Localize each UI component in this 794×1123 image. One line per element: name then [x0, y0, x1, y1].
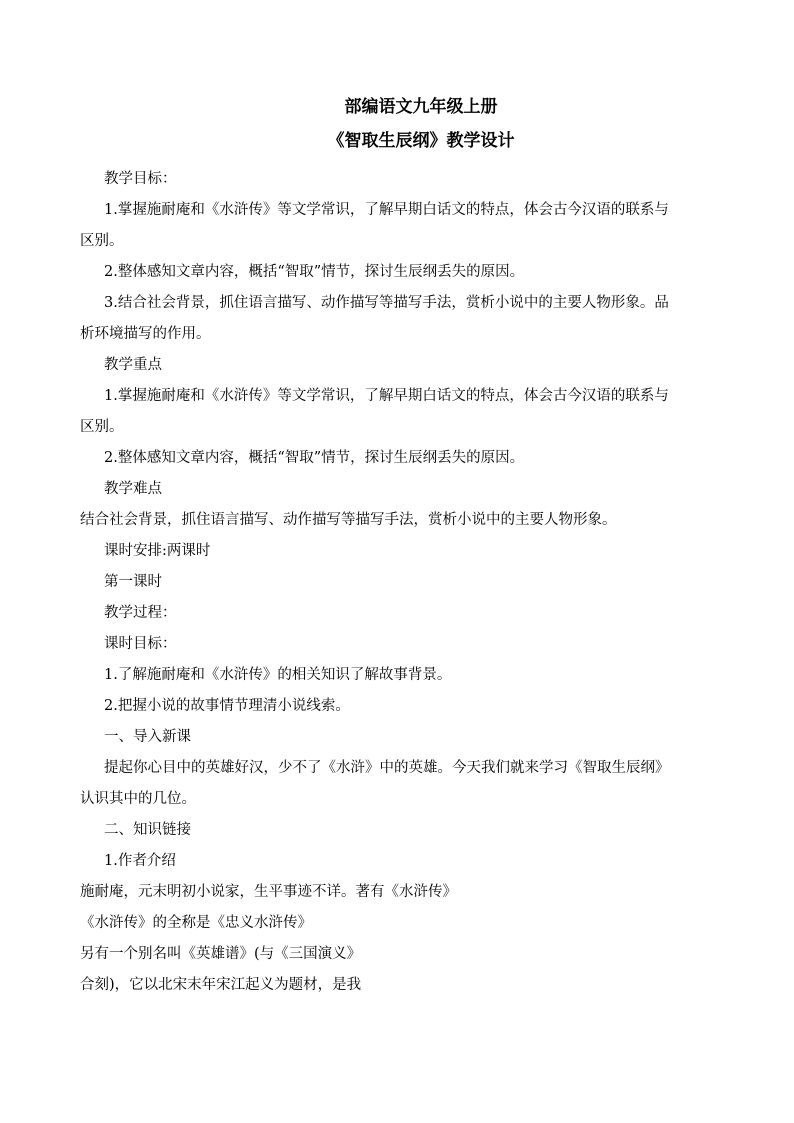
paragraph: 2.把握小说的故事情节理清小说线索。 — [104, 698, 350, 714]
paragraph-line: 提起你心目中的英雄好汉，少不了《水浒》中的英雄。今天我们就来学习《智取生辰纲》 — [104, 760, 670, 776]
paragraph: 1.作者介绍 — [104, 853, 176, 869]
paragraph: 课时目标： — [104, 636, 177, 652]
paragraph-line-continued: 区别。 — [80, 233, 124, 249]
document-title: 部编语文九年级上册 — [344, 97, 498, 117]
paragraph: 教学目标： — [104, 171, 177, 187]
document-page — [80, 96, 724, 1001]
paragraph-line: 1.掌握施耐庵和《水浒传》等文学常识，了解早期白话文的特点，体会古今汉语的联系与 — [104, 388, 669, 404]
paragraph: 合刻)，它以北宋末年宋江起义为题材，是我 — [80, 977, 362, 993]
paragraph: 第一课时 — [104, 574, 162, 590]
paragraph: 课时安排:两课时 — [104, 543, 211, 559]
paragraph: 2.整体感知文章内容，概括“智取”情节，探讨生辰纲丢失的原因。 — [104, 450, 525, 466]
paragraph: 《水浒传》的全称是《忠义水浒传》 — [80, 915, 312, 931]
paragraph: 教学重点 — [104, 357, 162, 373]
paragraph: 1.了解施耐庵和《水浒传》的相关知识了解故事背景。 — [104, 667, 452, 683]
document-body — [80, 164, 724, 1001]
paragraph: 施耐庵，元末明初小说家，生平事迹不详。著有《水浒传》 — [80, 884, 457, 900]
paragraph: 2.整体感知文章内容，概括“智取”情节，探讨生辰纲丢失的原因。 — [104, 264, 525, 280]
paragraph: 结合社会背景，抓住语言描写、动作描写等描写手法，赏析小说中的主要人物形象。 — [80, 512, 617, 528]
paragraph-line: 3.结合社会背景，抓住语言描写、动作描写等描写手法，赏析小说中的主要人物形象。品 — [104, 295, 669, 311]
paragraph — [80, 381, 724, 443]
paragraph: 教学过程： — [104, 605, 177, 621]
paragraph-line-continued: 析环境描写的作用。 — [80, 326, 211, 342]
paragraph — [80, 753, 724, 815]
paragraph: 一、导入新课 — [104, 729, 191, 745]
paragraph — [80, 195, 724, 257]
paragraph-line-continued: 区别。 — [80, 419, 124, 435]
document-subtitle: 《智取生辰纲》教学设计 — [327, 131, 515, 151]
paragraph-line-continued: 认识其中的几位。 — [80, 791, 196, 807]
paragraph: 教学难点 — [104, 481, 162, 497]
paragraph — [80, 288, 724, 350]
paragraph: 另有一个别名叫《英雄谱》(与《三国演义》 — [80, 946, 362, 962]
paragraph-line: 1.掌握施耐庵和《水浒传》等文学常识，了解早期白话文的特点，体会古今汉语的联系与 — [104, 202, 669, 218]
paragraph: 二、知识链接 — [104, 822, 191, 838]
